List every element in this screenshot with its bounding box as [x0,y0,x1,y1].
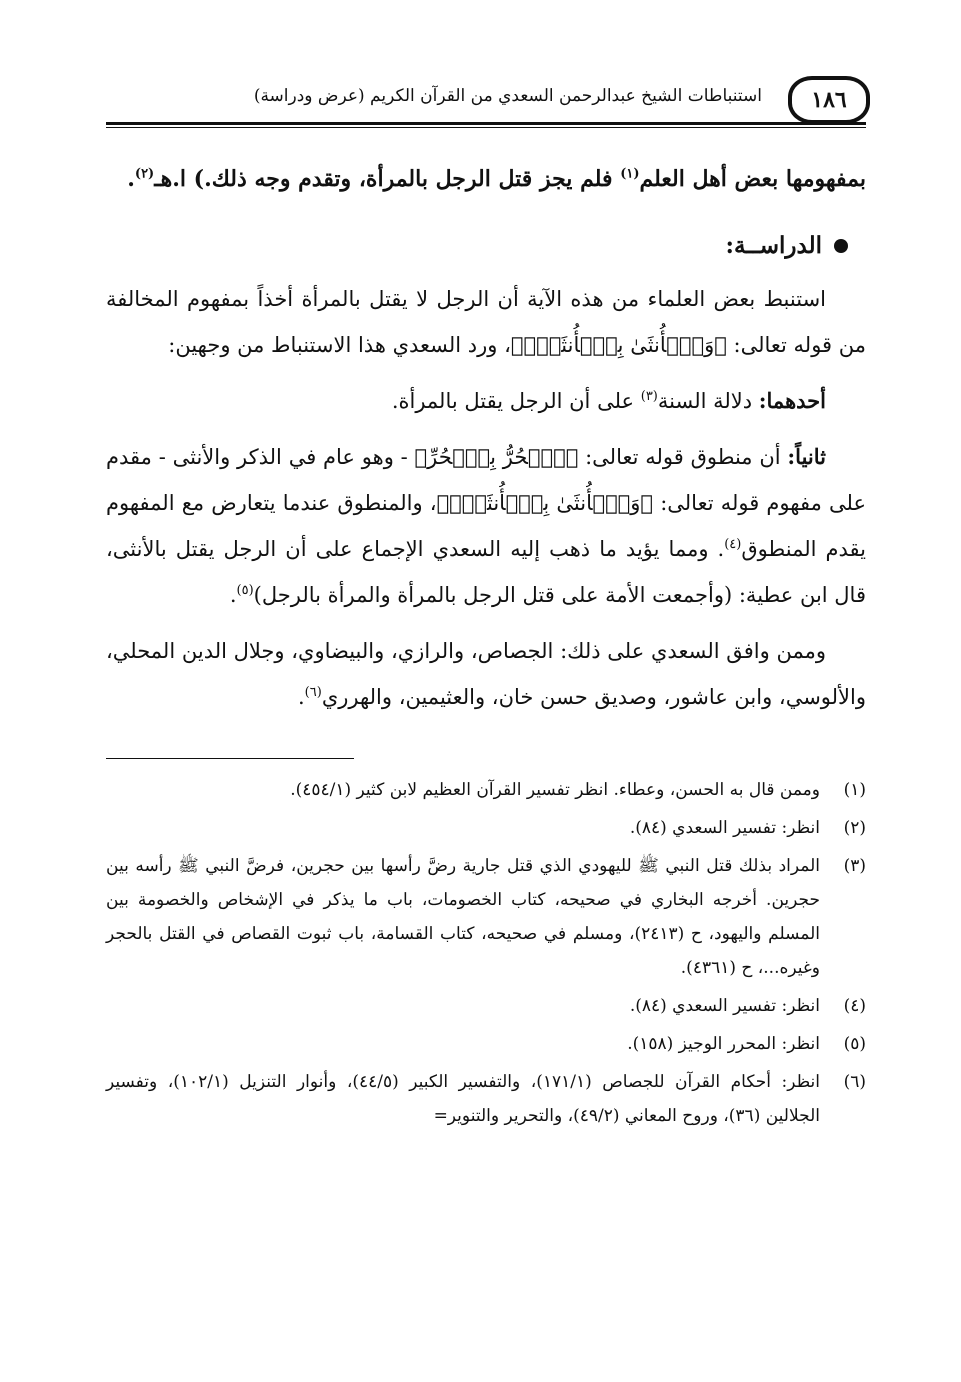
footnote-text: انظر: أحكام القرآن للجصاص (١٧١/١)، والتفسير الكبير (٤٤/٥)، وأنوار التنزيل (١٠٢/١)، وتفسير الجلالين (٣٦)، وروح المعاني (٤٩/٢)، والتحرير والتنوير= [106,1072,820,1126]
paragraph-1: استنبط بعض العلماء من هذه الآية أن الرجل لا يقتل بالمرأة أخذاً بمفهوم المخالفة من قوله تعالى: ﴿وَٱلۡأُنثَىٰ بِٱلۡأُنثَىٰۚ﴾، ورد السعدي هذا الاستنباط من وجهين: [106,287,866,357]
footnote-number: (٦) [843,1072,866,1092]
footnote-ref-6: (٦) [304,685,322,700]
bullet-icon [834,239,848,253]
footnote-text: انظر: تفسير السعدي (٨٤). [629,818,820,838]
footnote-text: انظر: تفسير السعدي (٨٤). [629,996,820,1016]
section-heading [106,226,866,266]
intro-quote-end [106,154,866,204]
footnotes [106,773,866,1133]
page-number-badge: ١٨٦ [788,76,870,124]
p3-text-c: . [229,583,237,607]
paragraph-3 [106,434,866,618]
p2-text-a: دلالة السنة [657,389,759,413]
footnote-number: (٥) [843,1034,866,1054]
section-title: الدراســة: [725,232,822,259]
page-header [106,70,866,128]
book-page [106,70,866,1370]
paragraph-2 [106,378,866,424]
running-title: استنباطات الشيخ عبدالرحمن السعدي من القرآن الكريم (عرض ودراسة) [253,86,762,106]
footnote-text: انظر: المحرر الوجيز (١٥٨). [627,1034,820,1054]
p4-text-a: وممن وافق السعدي على ذلك: الجصاص، والرازي، والبيضاوي، وجلال الدين المحلي، والألوسي، وابن عاشور، وصديق حسن خان، والعثيمين، والهرري [106,639,866,709]
footnote-text: وممن قال به الحسن، وعطاء. انظر تفسير القرآن العظيم لابن كثير (٤٥٤/١). [290,780,820,800]
footnote-number: (٤) [843,996,866,1016]
p3-text-b: . ومما يؤيد ما ذهب إليه السعدي الإجماع على أن الرجل يقتل بالأنثى، قال ابن عطية: (وأجمعت الأمة على قتل الرجل بالمرأة والمرأة بالرجل) [106,537,866,607]
p3-lead: ثانياً: [787,444,826,469]
header-rule-thick [106,122,866,125]
footnote-item [106,811,866,845]
footnote-item [106,849,866,985]
footnote-item [106,1027,866,1061]
footnote-separator [106,758,354,759]
intro-text-1: بمفهومها بعض أهل العلم [639,166,866,192]
footnote-item [106,1065,866,1133]
footnote-ref-3: (٣) [640,389,658,404]
paragraph-4 [106,628,866,720]
footnote-ref-5: (٥) [236,583,254,598]
p3-text-a: أن منطوق قوله تعالى: ﴿ٱلۡحُرُّ بِٱلۡحُرِّ﴾ - وهو عام في الذكر والأنثى - مقدم على مفهوم قوله تعالى: ﴿وَٱلۡأُنثَىٰ بِٱلۡأُنثَىٰۚ﴾، والمنطوق عندما يتعارض مع المفهوم يقدم المنطوق [106,445,866,561]
footnote-number: (٢) [843,818,866,838]
intro-text-3: . [127,166,135,192]
footnote-item [106,773,866,807]
p2-text-b: على أن الرجل يقتل بالمرأة. [391,389,641,413]
footnote-text: المراد بذلك قتل النبي ﷺ لليهودي الذي قتل جارية رضَّ رأسها بين حجرين، فرضَّ النبي ﷺ رأسه بين حجرين. أخرجه البخاري في صحيحه، كتاب الخصومات، باب ما يذكر في الإشخاص والخصومة بين المسلم واليهود، ح (٢٤١٣)، ومسلم في صحيحه، كتاب القسامة، باب ثبوت القصاص في القتل بالحجر وغيره...، ح (٤٣٦١). [106,856,820,978]
footnote-number: (٣) [843,856,866,876]
p4-text-b: . [297,685,305,709]
footnote-ref-1: (١) [620,166,640,182]
p2-lead: أحدهما: [758,388,826,413]
footnote-number: (١) [843,780,866,800]
footnote-item [106,989,866,1023]
intro-text-2: فلم يجز قتل الرجل بالمرأة، وتقدم وجه ذلك.) ا.هـ [154,166,621,192]
footnote-ref-4: (٤) [724,537,742,552]
header-rule-thin [106,127,866,128]
footnote-ref-2: (٢) [134,166,155,182]
